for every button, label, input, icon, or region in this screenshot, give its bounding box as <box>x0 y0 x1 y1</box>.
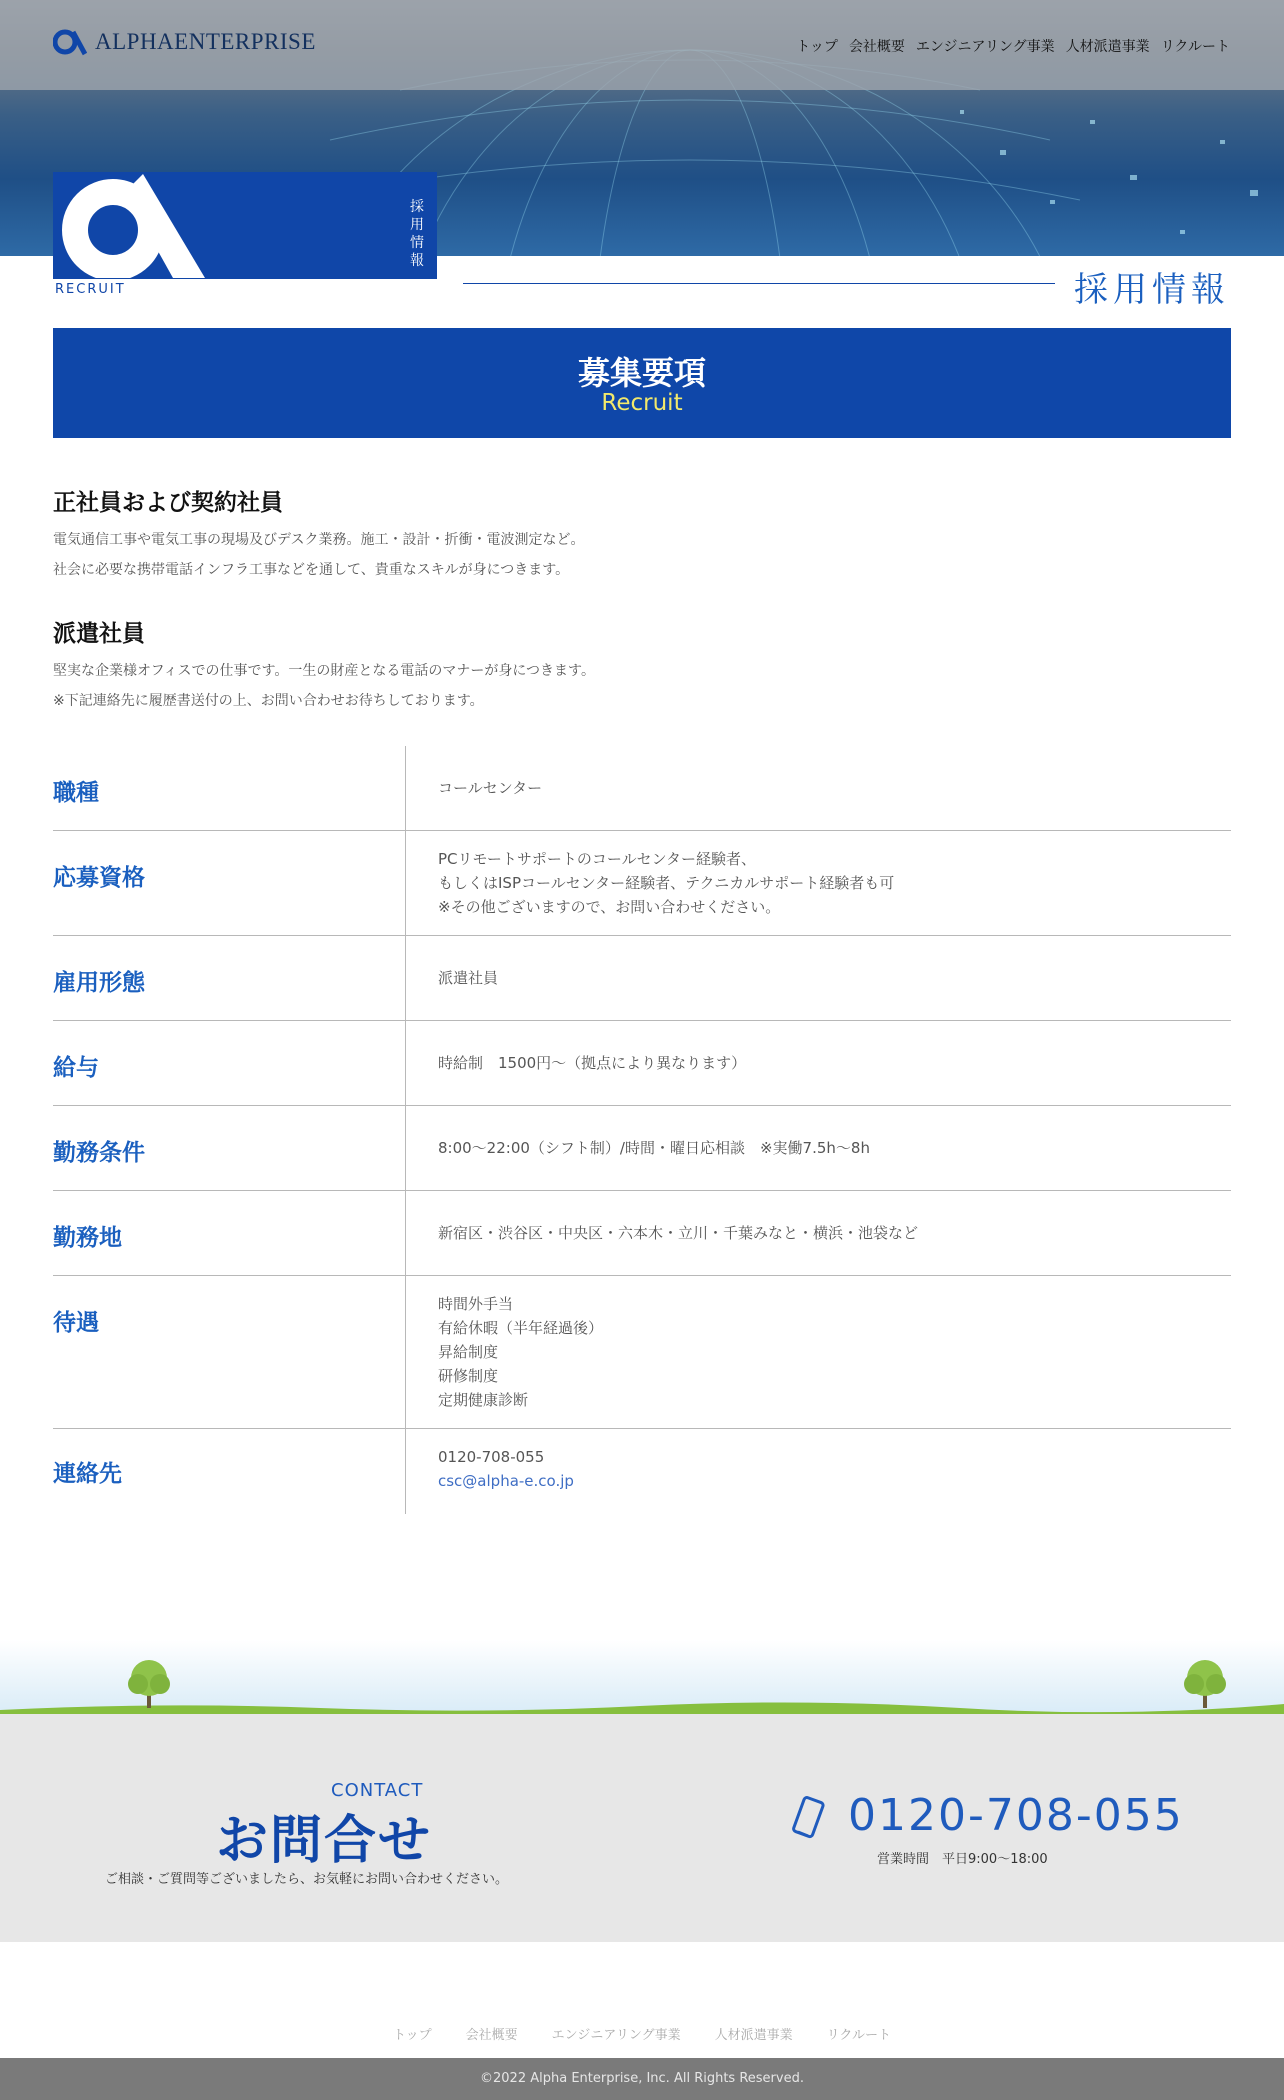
site-logo[interactable] <box>53 28 316 56</box>
nav-item-engineering[interactable]: エンジニアリング事業 <box>915 39 1055 55</box>
intro-text-line: 堅実な企業様オフィスでの仕事です。一生の財産となる電話のマナーが身につきます。 <box>53 663 595 679</box>
nav-item-staffing[interactable]: 人材派遣事業 <box>1065 39 1150 55</box>
contact-note: ご相談・ご質問等ございましたら、お気軽にお問い合わせください。 <box>105 1872 509 1887</box>
title-divider <box>463 283 1055 284</box>
recruit-badge <box>53 172 437 279</box>
nav-item-recruit[interactable]: リクルート <box>1160 39 1230 55</box>
smartphone-icon <box>788 1796 828 1840</box>
badge-subtitle: RECRUIT <box>55 282 126 297</box>
section-banner <box>53 328 1231 438</box>
intro-text-line: ※下記連絡先に履歴書送付の上、お問い合わせお待ちしております。 <box>53 693 484 709</box>
footer-nav-engineering[interactable]: エンジニアリング事業 <box>551 2028 681 2043</box>
contact-email-link[interactable]: csc@alpha-e.co.jp <box>438 1472 574 1490</box>
row-label: 勤務地 <box>53 1225 122 1251</box>
alpha-large-icon <box>55 174 205 278</box>
row-label: 雇用形態 <box>53 970 145 996</box>
row-label: 連絡先 <box>53 1461 122 1487</box>
page-title: 採用情報 <box>1074 270 1230 310</box>
grass-decoration <box>0 1640 1284 1716</box>
row-value: 8:00〜22:00（シフト制）/時間・曜日応相談 ※実働7.5h〜8h <box>438 1139 870 1157</box>
footer-nav-top[interactable]: トップ <box>393 2028 432 2043</box>
table-row <box>53 936 1231 1021</box>
table-row <box>53 1021 1231 1106</box>
row-label: 給与 <box>53 1055 99 1081</box>
footer-nav <box>0 2024 1284 2043</box>
recruit-table <box>53 746 1231 1514</box>
logo-text: ALPHAENTERPRISE <box>95 29 316 54</box>
contact-section <box>0 1714 1284 1942</box>
row-label: 応募資格 <box>53 865 145 891</box>
row-value: コールセンター <box>438 779 543 797</box>
contact-title[interactable]: お問合せ <box>216 1811 433 1871</box>
alpha-logo-icon <box>53 28 87 56</box>
nav-item-company[interactable]: 会社概要 <box>848 39 905 55</box>
row-value: 派遣社員 <box>438 969 499 987</box>
table-row <box>53 831 1231 936</box>
row-label: 勤務条件 <box>53 1140 145 1166</box>
footer-nav-company[interactable]: 会社概要 <box>465 2028 518 2043</box>
row-value: 時給制 1500円〜（拠点により異なります） <box>438 1054 747 1072</box>
table-row <box>53 1429 1231 1514</box>
row-value: 新宿区・渋谷区・中央区・六本木・立川・千葉みなと・横浜・池袋など <box>438 1224 919 1242</box>
table-row <box>53 1191 1231 1276</box>
footer-nav-staffing[interactable]: 人材派遣事業 <box>714 2028 793 2043</box>
main-nav <box>796 36 1230 56</box>
badge-vertical-text: 採 用 情 報 <box>410 199 424 269</box>
table-row <box>53 1106 1231 1191</box>
row-label: 職種 <box>53 780 99 806</box>
contact-phone-number[interactable]: 0120-708-055 <box>848 1790 1184 1841</box>
intro-heading-dispatch: 派遣社員 <box>53 621 145 647</box>
row-value <box>438 1445 574 1493</box>
row-value: PCリモートサポートのコールセンター経験者、 もしくはISPコールセンター経験者、テクニカルサポート経験者も可 ※その他ございますので、お問い合わせください。 <box>438 850 895 916</box>
row-value: 時間外手当 有給休暇（半年経過後） 昇給制度 研修制度 定期健康診断 <box>438 1295 604 1409</box>
table-row <box>53 746 1231 831</box>
contact-label: CONTACT <box>331 1780 424 1801</box>
intro-text-line: 社会に必要な携帯電話インフラ工事などを通して、貴重なスキルが身につきます。 <box>53 562 570 578</box>
banner-subtitle: Recruit <box>601 390 683 416</box>
banner-title: 募集要項 <box>577 354 706 392</box>
copyright: ©2022 Alpha Enterprise, Inc. All Rights Reserved. <box>0 2058 1284 2100</box>
row-label: 待遇 <box>53 1310 99 1336</box>
nav-item-top[interactable]: トップ <box>796 39 838 55</box>
intro-heading-fulltime: 正社員および契約社員 <box>53 490 283 516</box>
business-hours: 営業時間 平日9:00〜18:00 <box>877 1852 1048 1867</box>
footer-nav-recruit[interactable]: リクルート <box>826 2028 891 2043</box>
contact-phone-text: 0120-708-055 <box>438 1448 545 1466</box>
table-row <box>53 1276 1231 1429</box>
intro-text-line: 電気通信工事や電気工事の現場及びデスク業務。施工・設計・折衝・電波測定など。 <box>53 532 585 548</box>
